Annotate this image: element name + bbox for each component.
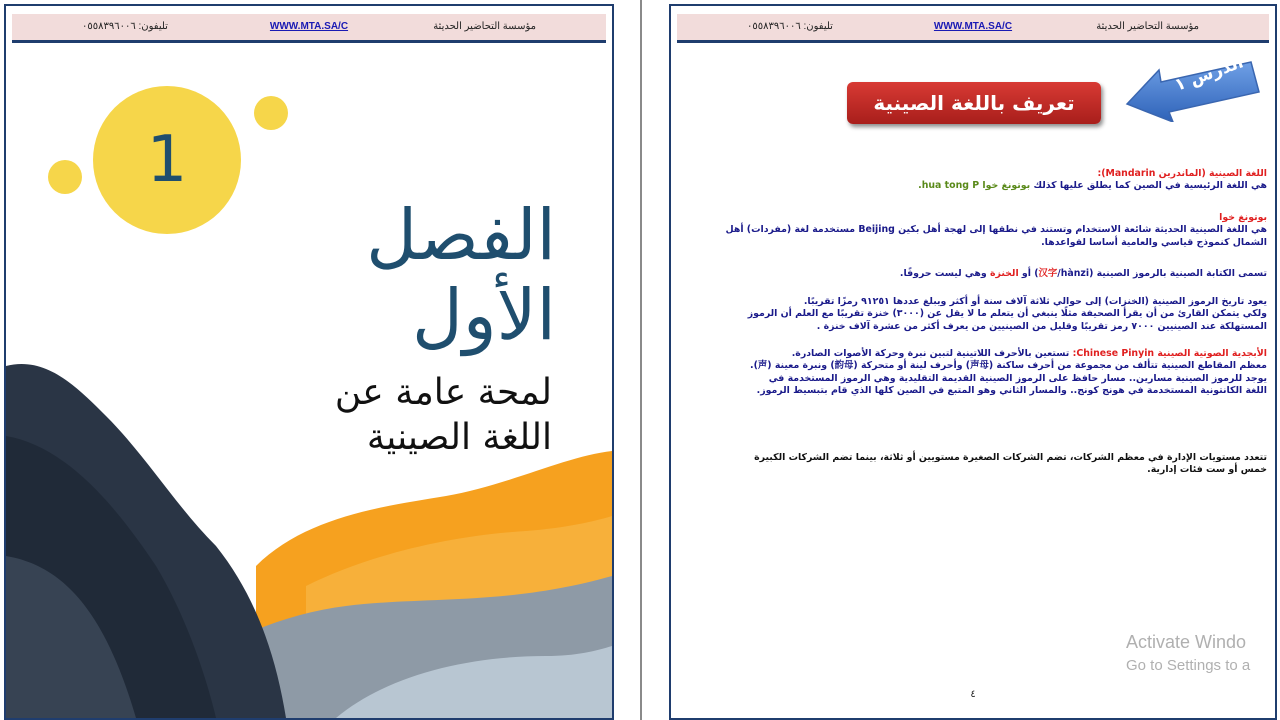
p1-body bbox=[679, 180, 1267, 192]
p3-post: وهي ليست حروفًا. bbox=[899, 268, 990, 279]
page-divider bbox=[640, 0, 642, 720]
p6-line2: خمس أو ست فئات إدارية. bbox=[1147, 464, 1267, 476]
paragraph-mandarin bbox=[679, 168, 1267, 193]
paragraph-pinyin bbox=[679, 348, 1267, 398]
p5-line3: يوجد للرموز الصينية مسارين.. مسار حافظ على الرموز الصينية القديمة التقليدية وهي الرموز المستخدمة في bbox=[768, 372, 1267, 384]
paragraph-hanzi bbox=[679, 268, 1267, 280]
p5-line2: معظم المقاطع الصينية تتألف من مجموعة من أحرف ساكنة (声母) وأحرف لينة أو متحركة (韵母) ونبرة معينة (声). bbox=[750, 360, 1267, 372]
page-number: ٤ bbox=[970, 689, 976, 700]
p4-line3: المستهلكة عند الصينيين ٧٠٠٠ رمز تقريبًا وقليل من الصينيين من يعرف أكثر من عشرة آلاف خنزة . bbox=[816, 320, 1267, 332]
p2-heading: بوتونغ خوا bbox=[1219, 212, 1267, 223]
header-org: مؤسسة التحاضير الحديثة bbox=[1096, 21, 1199, 32]
p5-heading: الأبجدية الصوتية الصينية Chinese Pinyin: bbox=[1072, 348, 1267, 359]
p3-hanzi: 汉字 bbox=[1038, 268, 1058, 279]
watermark-line1: Activate Windo bbox=[1126, 632, 1247, 652]
cover-title-line2: الأول bbox=[411, 274, 556, 356]
cover-subtitle-line2: اللغة الصينية bbox=[366, 417, 552, 458]
p2-line1: هي اللغة الصينية الحديثة شائعة الاستخدام وتستند في نطقها إلى لهجة أهل بكين Beijing مستخدمة لغة (مفردات) أهل bbox=[725, 224, 1267, 236]
page-header bbox=[12, 14, 606, 43]
p1-green: بوتونغ خوا hua tong P. bbox=[918, 180, 1031, 192]
p5-line4: اللغة الكانتونية المستخدمة في هونج كونج.. والمسار الثاني وهو المتبع في الصين كلها الذي قام بتبسيط الرموز. bbox=[756, 385, 1267, 397]
p1-heading: اللغة الصينية (الماندرين Mandarin): bbox=[1097, 168, 1267, 179]
p6-line1: تتعدد مستويات الإدارة في معظم الشركات، تضم الشركات الصغيرة مستويين أو ثلاثة، بينما تضم الشركات الكبيرة bbox=[754, 452, 1267, 463]
header-site-link[interactable]: WWW.MTA.SA/C bbox=[933, 21, 1013, 32]
cover-subtitle-line1: لمحة عامة عن bbox=[334, 372, 552, 413]
paragraph-history bbox=[679, 296, 1267, 333]
activation-watermark bbox=[1126, 632, 1250, 674]
p4-line1: يعود تاريخ الرموز الصينية (الخنزات) إلى حوالي ثلاثة آلاف سنة أو أكثر ويبلغ عددها ٩١٢٥١ رمزًا تقريبًا. bbox=[803, 296, 1267, 307]
page-header bbox=[677, 14, 1269, 43]
watermark-line2: Go to Settings to a bbox=[1126, 657, 1251, 674]
header-site-link[interactable]: WWW.MTA.SA/C bbox=[269, 21, 349, 32]
p3-mid: /hànzi) أو bbox=[1018, 268, 1090, 279]
paragraph-management bbox=[679, 452, 1267, 477]
cover-title-line1: الفصل bbox=[366, 194, 556, 276]
lesson-page bbox=[669, 4, 1277, 720]
small-yellow-circle-top bbox=[254, 96, 288, 130]
lesson-badge: الدرس ١ bbox=[1171, 52, 1247, 96]
header-phone: تليفون: ٠٥٥٨٣٩٦٠٠٦ bbox=[82, 21, 168, 32]
lesson-title: تعريف باللغة الصينية bbox=[847, 82, 1101, 124]
cover-page bbox=[4, 4, 614, 720]
paragraph-putonghua bbox=[679, 212, 1267, 249]
chapter-number: 1 bbox=[146, 123, 188, 197]
p2-line2: الشمال كنموذج قياسي والعامية أساسا لقواعدها. bbox=[1041, 236, 1267, 248]
p1-line: هي اللغة الرئيسية في الصين كما يطلق عليها كذلك bbox=[1033, 180, 1267, 192]
p4-line2: ولكي يتمكن القارئ من أن يقرأ الصحيفة مثلًا ينبغي أن يتعلم ما لا يقل عن (٣٠٠٠) خنزة تقريبًا مع العلم أن الرموز bbox=[747, 308, 1267, 320]
small-yellow-circle-left bbox=[48, 160, 82, 194]
p3-khanza: الخنزة bbox=[989, 268, 1019, 279]
p3-pre: تسمى الكتابة الصينية بالرموز الصينية ( bbox=[1089, 268, 1267, 279]
header-org: مؤسسة التحاضير الحديثة bbox=[433, 21, 536, 32]
header-phone: تليفون: ٠٥٥٨٣٩٦٠٠٦ bbox=[747, 21, 833, 32]
p5-heading-line bbox=[679, 348, 1267, 360]
p5-heading-rest: تستعين بالأحرف اللاتينية لتبين نبرة وحركة الأصوات الصادرة. bbox=[791, 348, 1073, 359]
